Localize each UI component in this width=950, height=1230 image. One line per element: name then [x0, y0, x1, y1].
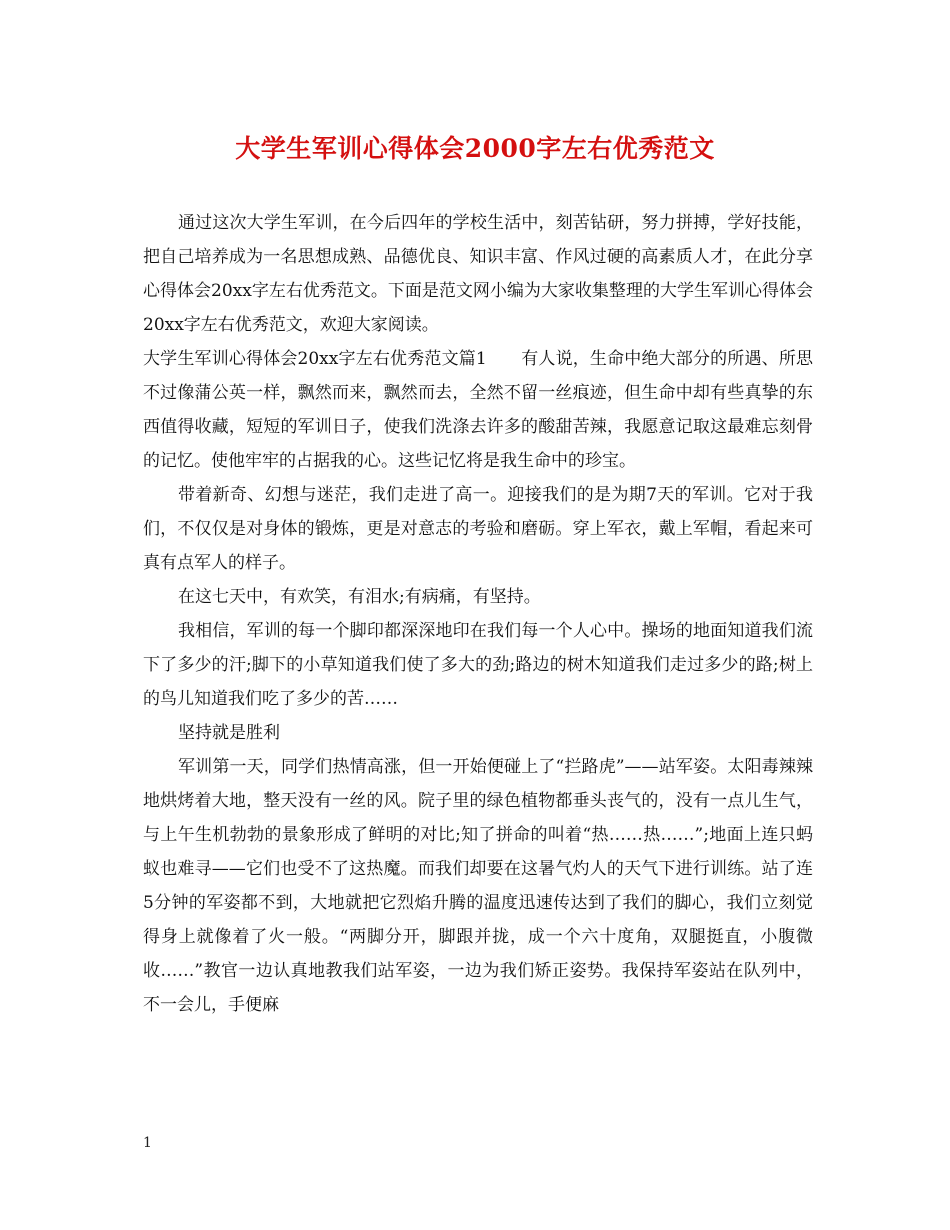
paragraph: 带着新奇、幻想与迷茫，我们走进了高一。迎接我们的是为期7天的军训。它对于我们，不仅仅是对身体的锻炼，更是对意志的考验和磨砺。穿上军衣，戴上军帽，看起来可真有点军人的样子。 [143, 485, 813, 573]
subheading: 坚持就是胜利 [178, 723, 280, 743]
paragraph: 我相信，军训的每一个脚印都深深地印在我们每一个人心中。操场的地面知道我们流下了多少的汗;脚下的小草知道我们使了多大的劲;路边的树木知道我们走过多少的路;树上的鸟儿知道我们吃了多少的苦…… [143, 621, 813, 709]
document-title: 大学生军训心得体会2000字左右优秀范文 [235, 134, 715, 163]
paragraph: 在这七天中，有欢笑，有泪水;有病痛，有坚持。 [178, 587, 541, 607]
page-number: 1 [143, 1135, 152, 1151]
paragraph: 军训第一天，同学们热情高涨，但一开始便碰上了“拦路虎”——站军姿。太阳毒辣辣地烘烤着大地，整天没有一丝的风。院子里的绿色植物都垂头丧气的，没有一点儿生气，与上午生机勃勃的景象形成了鲜明的对比;知了拼命的叫着“热……热……”;地面上连只蚂蚁也难寻——它们也受不了这热魔。而我们却要在这暑气灼人的天气下进行训练。站了连5分钟的军姿都不到，大地就把它烈焰升腾的温度迅速传达到了我们的脚心，我们立刻觉得身上就像着了火一般。“两脚分开，脚跟并拢，成一个六十度角，双腿挺直，小腹微收……”教官一边认真地教我们站军姿，一边为我们矫正姿势。我保持军姿站在队列中，不一会儿，手便麻 [143, 757, 813, 1015]
document-body [143, 206, 813, 1022]
paragraph-section-1: 大学生军训心得体会20xx字左右优秀范文篇1 有人说，生命中绝大部分的所遇、所思不过像蒲公英一样，飘然而来，飘然而去，全然不留一丝痕迹，但生命中却有些真挚的东西值得收藏，短短的军训日子，使我们洗涤去许多的酸甜苦辣，我愿意记取这最难忘刻骨的记忆。使他牢牢的占据我的心。这些记忆将是我生命中的珍宝。 [143, 349, 813, 471]
paragraph-intro: 通过这次大学生军训，在今后四年的学校生活中，刻苦钻研，努力拼搏，学好技能，把自己培养成为一名思想成熟、品德优良、知识丰富、作风过硬的高素质人才，在此分享心得体会20xx字左右优秀范文。下面是范文网小编为大家收集整理的大学生军训心得体会20xx字左右优秀范文，欢迎大家阅读。 [143, 213, 813, 335]
